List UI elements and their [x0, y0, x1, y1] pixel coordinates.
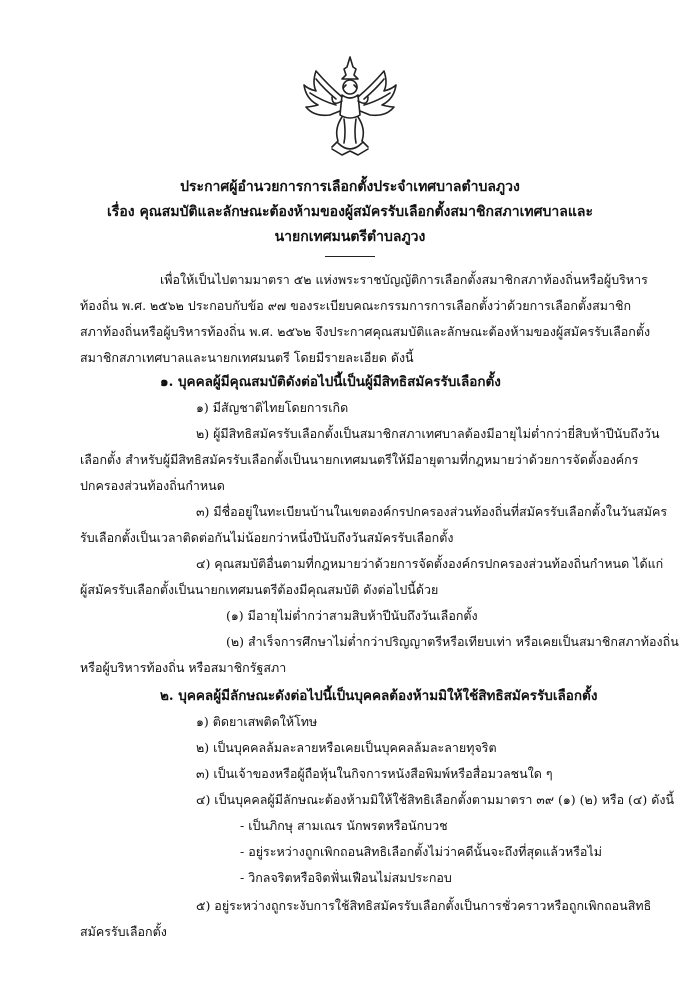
- announcement-title: ประกาศผู้อำนวยการการเลือกตั้งประจำเทศบาลตำบลภูวง: [180, 179, 520, 195]
- section-1-item: ๒) ผู้มีสิทธิสมัครรับเลือกตั้งเป็นสมาชิกสภาเทศบาลต้องมีอายุไม่ต่ำกว่ายี่สิบห้าปีนับถึงวัน: [196, 426, 660, 441]
- section-2-bullet: - อยู่ระหว่างถูกเพิกถอนสิทธิเลือกตั้งไม่ว่าคดีนั้นจะถึงที่สุดแล้วหรือไม่: [240, 844, 602, 859]
- section-1-subitem-continued: หรือผู้บริหารท้องถิ่น หรือสมาชิกรัฐสภา: [80, 660, 287, 675]
- section-2-bullet: - วิกลจริตหรือจิตฟั่นเฟือนไม่สมประกอบ: [240, 870, 452, 885]
- section-1-heading: ๑. บุคคลผู้มีคุณสมบัติดังต่อไปนี้เป็นผู้มีสิทธิสมัครรับเลือกตั้ง: [160, 374, 501, 390]
- intro-line: สมาชิกสภาเทศบาลและนายกเทศมนตรี โดยมีรายละเอียด ดังนี้: [80, 350, 414, 365]
- section-1-subitem: (๒) สำเร็จการศึกษาไม่ต่ำกว่าปริญญาตรีหรือเทียบเท่า หรือเคยเป็นสมาชิกสภาท้องถิ่น: [226, 634, 679, 649]
- section-2-item: ๑) ติดยาเสพติดให้โทษ: [196, 714, 318, 729]
- section-1-item-continued: ผู้สมัครรับเลือกตั้งเป็นนายกเทศมนตรีต้องมีคุณสมบัติ ดังต่อไปนี้ด้วย: [80, 582, 439, 597]
- section-2-item: ๒) เป็นบุคคลล้มละลายหรือเคยเป็นบุคคลล้มละลายทุจริต: [196, 740, 497, 755]
- announcement-subject-continued: นายกเทศมนตรีตำบลภูวง: [274, 229, 426, 245]
- section-2-heading: ๒. บุคคลผู้มีลักษณะดังต่อไปนี้เป็นบุคคลต้องห้ามมิให้ใช้สิทธิสมัครรับเลือกตั้ง: [160, 688, 598, 704]
- section-1-item: ๑) มีสัญชาติไทยโดยการเกิด: [196, 400, 349, 415]
- section-1-item: ๓) มีชื่ออยู่ในทะเบียนบ้านในเขตองค์กรปกครองส่วนท้องถิ่นที่สมัครรับเลือกตั้งในวันสมัคร: [196, 504, 668, 519]
- section-1-item: ๔) คุณสมบัติอื่นตามที่กฎหมายว่าด้วยการจัดตั้งองค์กรปกครองส่วนท้องถิ่นกำหนด ได้แก่: [196, 556, 664, 571]
- garuda-emblem-icon: [302, 55, 398, 159]
- announcement-subject: เรื่อง คุณสมบัติและลักษณะต้องห้ามของผู้สมัครรับเลือกตั้งสมาชิกสภาเทศบาลและ: [107, 204, 593, 220]
- section-2-item: ๕) อยู่ระหว่างถูกระงับการใช้สิทธิสมัครรับเลือกตั้งเป็นการชั่วคราวหรือถูกเพิกถอนสิทธิ: [196, 898, 652, 913]
- section-2-item: ๔) เป็นบุคคลผู้มีลักษณะต้องห้ามมิให้ใช้สิทธิเลือกตั้งตามมาตรา ๓๙ (๑) (๒) หรือ (๔) ดังนี้: [196, 792, 674, 807]
- section-2-item-continued: สมัครรับเลือกตั้ง: [80, 924, 167, 939]
- section-1-subitem: (๑) มีอายุไม่ต่ำกว่าสามสิบห้าปีนับถึงวันเลือกตั้ง: [226, 608, 478, 623]
- intro-line: เพื่อให้เป็นไปตามมาตรา ๕๒ แห่งพระราชบัญญัติการเลือกตั้งสมาชิกสภาท้องถิ่นหรือผู้บริหาร: [160, 272, 648, 287]
- intro-line: สภาท้องถิ่นหรือผู้บริหารท้องถิ่น พ.ศ. ๒๕๖๒ จึงประกาศคุณสมบัติและลักษณะต้องห้ามของผู้สมัครรับเลือกตั้ง: [80, 324, 651, 339]
- title-divider: [325, 256, 375, 257]
- section-1-item-continued: เลือกตั้ง สำหรับผู้มีสิทธิสมัครรับเลือกตั้งเป็นนายกเทศมนตรีให้มีอายุตามที่กฎหมายว่าด้วยการจัดตั้งองค์กร: [80, 452, 639, 467]
- section-1-item-continued: รับเลือกตั้งเป็นเวลาติดต่อกันไม่น้อยกว่าหนึ่งปีนับถึงวันสมัครรับเลือกตั้ง: [80, 530, 454, 545]
- section-2-item: ๓) เป็นเจ้าของหรือผู้ถือหุ้นในกิจการหนังสือพิมพ์หรือสื่อมวลชนใด ๆ: [196, 766, 553, 781]
- section-1-item-continued: ปกครองส่วนท้องถิ่นกำหนด: [80, 478, 225, 493]
- section-2-bullet: - เป็นภิกษุ สามเณร นักพรตหรือนักบวช: [240, 818, 448, 833]
- intro-line: ท้องถิ่น พ.ศ. ๒๕๖๒ ประกอบกับข้อ ๙๗ ของระเบียบคณะกรรมการการเลือกตั้งว่าด้วยการเลือกตั้งสมาชิก: [80, 298, 632, 313]
